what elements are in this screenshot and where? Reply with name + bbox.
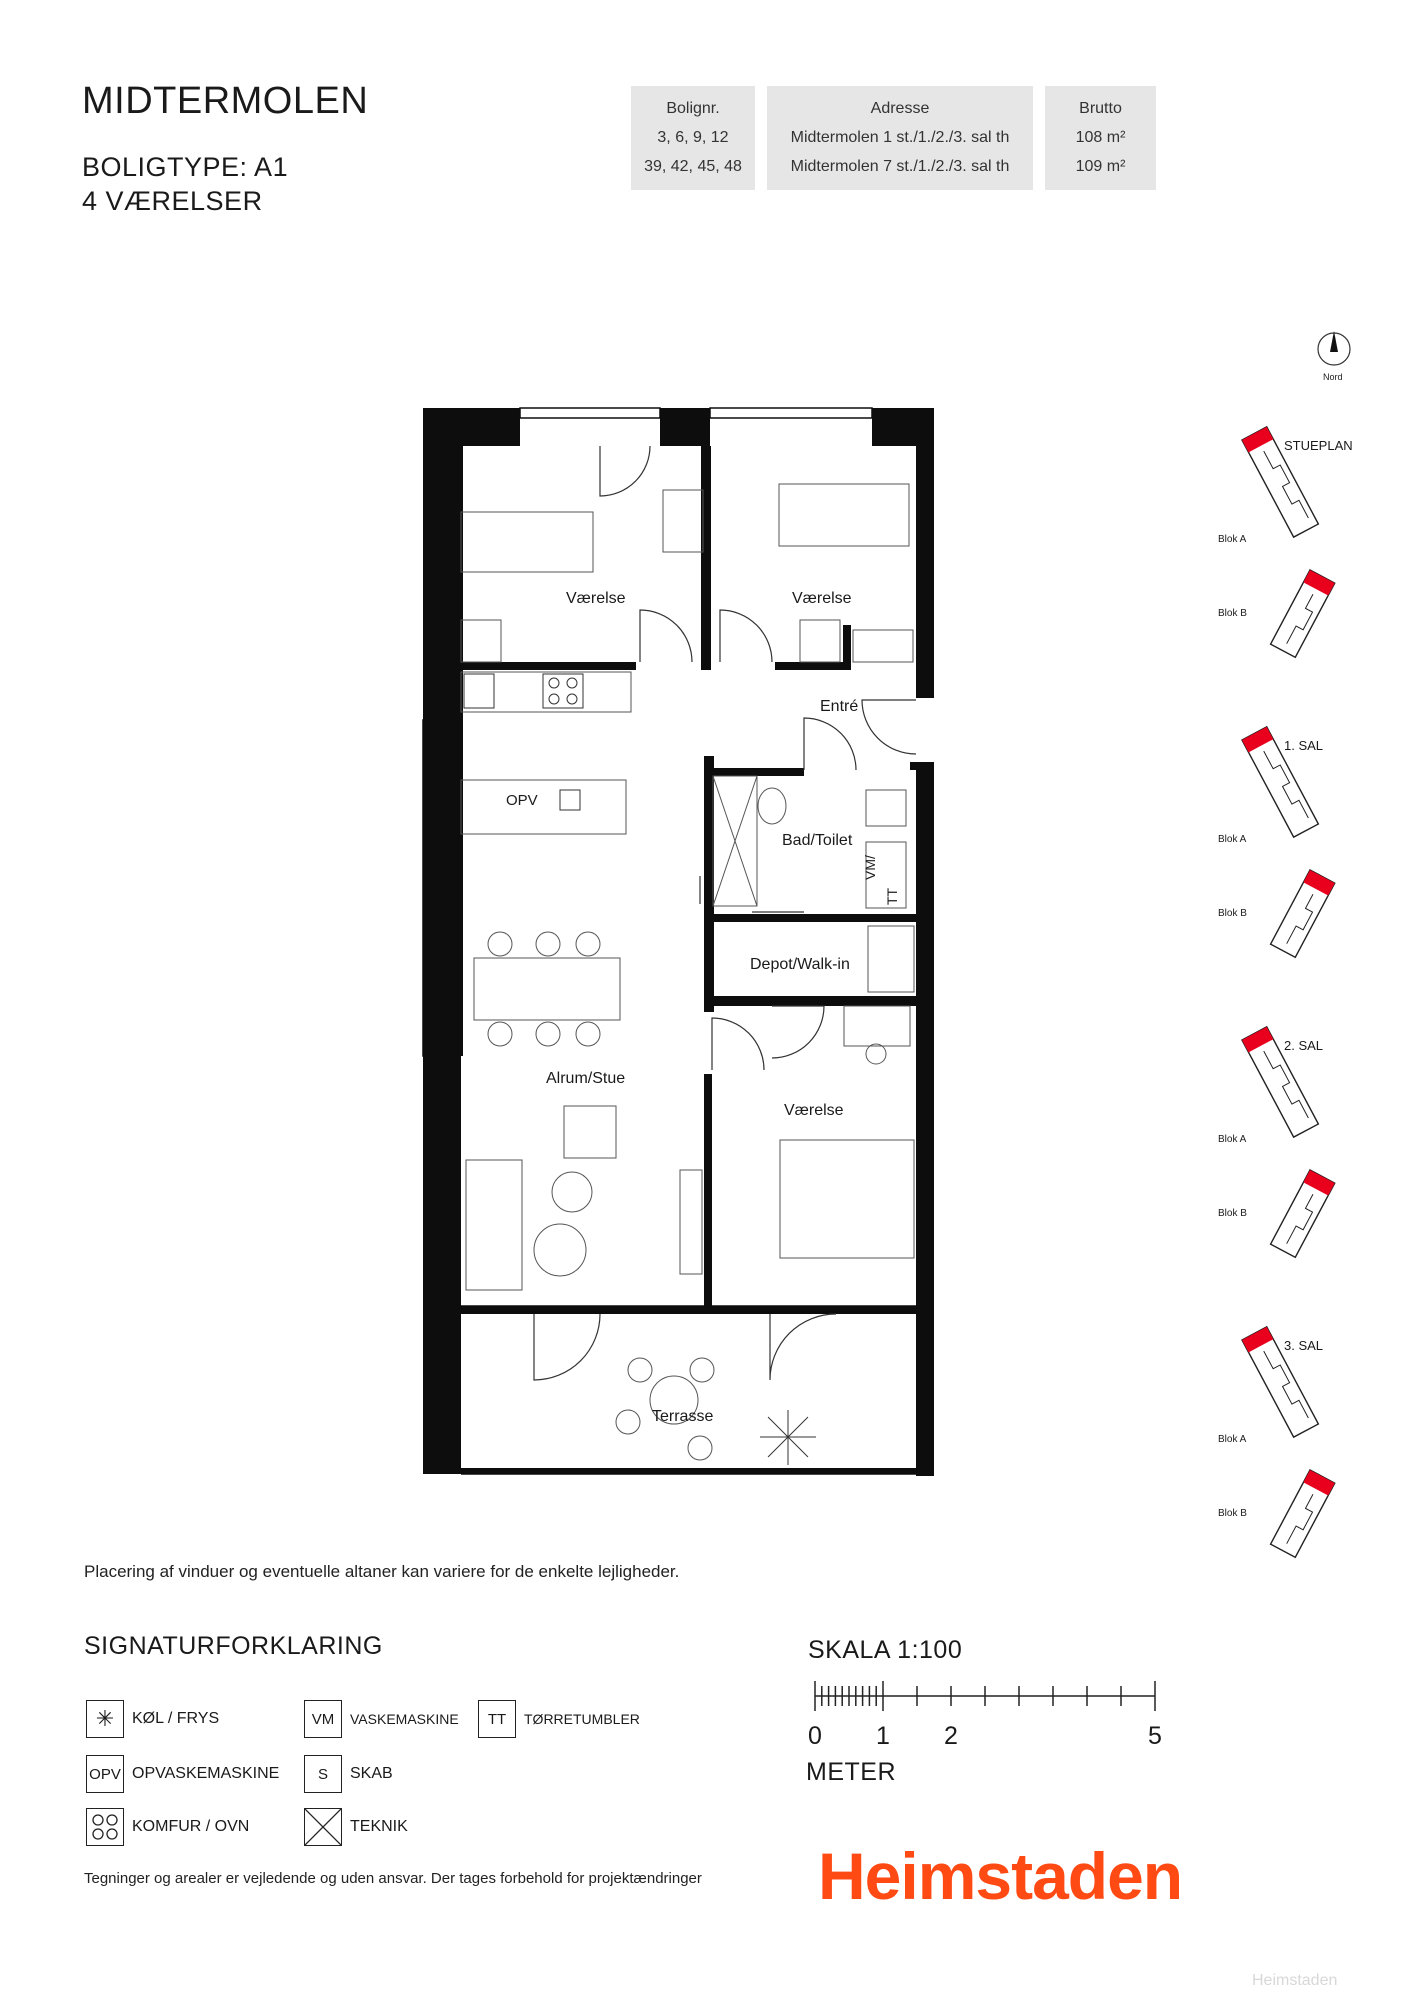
legend-cabinet: [304, 1755, 393, 1793]
dining-table: [474, 958, 620, 1020]
legend-dishwasher-label: OPVASKEMASKINE: [132, 1765, 280, 1782]
scale-unit: METER: [806, 1758, 896, 1786]
info-address-row1: Midtermolen 1 st./1./2./3. sal th: [790, 129, 1010, 146]
scale-tick-5: 5: [1148, 1722, 1162, 1750]
cabinet-icon: S: [304, 1755, 342, 1793]
bed-icon: [461, 512, 593, 572]
fridge-icon: ✳: [86, 1700, 124, 1738]
keyplan-block-a-0: Blok A: [1218, 534, 1247, 545]
keyplan-block-b-shape-1: [1271, 870, 1335, 957]
legend-cabinet-label: SKAB: [350, 1765, 393, 1782]
keyplan-block-a-1: Blok A: [1218, 834, 1247, 845]
keyplan-block-b-0: Blok B: [1218, 608, 1247, 619]
legend-stove: [86, 1808, 249, 1846]
info-gross-row1: 108 m²: [1075, 129, 1126, 146]
armchair-icon: [564, 1106, 616, 1158]
brand-logo: Heimstaden: [818, 1839, 1183, 1913]
keyplan-block-b-3: Blok B: [1218, 1508, 1247, 1519]
info-unit-no-row2: 39, 42, 45, 48: [644, 158, 742, 175]
keyplan-block-b-2: Blok B: [1218, 1208, 1247, 1219]
compass-icon: [1318, 331, 1350, 365]
legend-technical: [304, 1808, 408, 1846]
legend-stove-label: KOMFUR / OVN: [132, 1818, 250, 1835]
walls: [423, 408, 934, 1476]
plan-tag-washer: VM/: [862, 855, 878, 880]
info-gross-header: Brutto: [1079, 100, 1122, 117]
scale-bar: [810, 1676, 1170, 1716]
scale-tick-1: 1: [876, 1722, 890, 1750]
plan-tag-dryer: TT: [884, 887, 900, 905]
legend-fridge: [86, 1700, 219, 1738]
legend-technical-label: TEKNIK: [350, 1818, 408, 1835]
dishwasher-icon: OPV: [86, 1755, 124, 1793]
room-label-bathroom: Bad/Toilet: [782, 832, 853, 849]
sofa-icon: [466, 1160, 522, 1290]
legend-fridge-label: KØL / FRYS: [132, 1710, 220, 1727]
keyplan-floor-3: 3. SAL: [1284, 1338, 1324, 1353]
keyplan-block-a-2: Blok A: [1218, 1134, 1247, 1145]
info-unit-no-header: Bolignr.: [666, 100, 720, 117]
room-label-bedroom-2: Værelse: [792, 590, 852, 607]
rooms-count: 4 VÆRELSER: [82, 186, 263, 216]
keyplan-floor-0: STUEPLAN: [1284, 438, 1353, 453]
keyplan-block-b-shape-3: [1271, 1470, 1335, 1557]
keyplan-floor-1: 1. SAL: [1284, 738, 1324, 753]
appliance-symbols: [464, 674, 583, 810]
dryer-icon: TT: [478, 1700, 516, 1738]
legend-title: SIGNATURFORKLARING: [84, 1632, 383, 1660]
keyplan-block-a-3: Blok A: [1218, 1434, 1247, 1445]
disclaimer: Placering af vinduer og eventuelle altaner kan variere for de enkelte lejligheder.: [84, 1562, 680, 1581]
legend-washer-label: VASKEMASKINE: [350, 1711, 459, 1727]
room-label-entry: Entré: [820, 698, 859, 715]
legend-washer: [304, 1700, 459, 1738]
technical-icon: [304, 1808, 342, 1846]
keyplan-block-b-shape-2: [1271, 1170, 1335, 1257]
plan-tag-dishwasher: OPV: [506, 792, 538, 809]
room-label-bedroom-3: Værelse: [784, 1102, 844, 1119]
toilet-icon: [758, 788, 786, 824]
washer-icon: VM: [304, 1700, 342, 1738]
legend-dishwasher: [86, 1755, 279, 1793]
key-plans: [1242, 427, 1335, 1557]
compass-label: Nord: [1323, 372, 1343, 382]
room-label-bedroom-1: Værelse: [566, 590, 626, 607]
keyplan-floor-2: 2. SAL: [1284, 1038, 1324, 1053]
doors: [534, 446, 916, 1380]
room-label-living: Alrum/Stue: [546, 1070, 626, 1087]
watermark: Heimstaden: [1252, 1972, 1338, 1989]
windows: [423, 408, 916, 1474]
info-unit-no-row1: 3, 6, 9, 12: [657, 129, 729, 146]
legend-dryer-label: TØRRETUMBLER: [524, 1711, 640, 1727]
plant-icon: [760, 1410, 816, 1465]
sink-icon: [866, 790, 906, 826]
kitchen-counter: [461, 672, 631, 712]
footer-note: Tegninger og arealer er vejledende og uden ansvar. Der tages forbehold for projektændringer: [84, 1870, 702, 1887]
info-address-header: Adresse: [870, 100, 930, 117]
keyplan-block-b-shape-0: [1271, 570, 1335, 657]
scale-title: SKALA 1:100: [808, 1636, 963, 1664]
scale-tick-2: 2: [944, 1722, 958, 1750]
kitchen-island: [461, 780, 626, 834]
legend-dryer: [478, 1700, 640, 1738]
bed-icon: [780, 1140, 914, 1258]
stove-icon: [86, 1808, 124, 1846]
wardrobe-icon: [868, 926, 914, 992]
info-gross-row2: 109 m²: [1075, 158, 1126, 175]
scale-tick-0: 0: [808, 1722, 822, 1750]
project-title: MIDTERMOLEN: [82, 80, 369, 122]
info-address-row2: Midtermolen 7 st./1./2./3. sal th: [790, 158, 1010, 175]
bed-icon: [779, 484, 909, 546]
room-label-depot: Depot/Walk-in: [750, 956, 850, 973]
unit-type: BOLIGTYPE: A1: [82, 152, 289, 182]
keyplan-block-b-1: Blok B: [1218, 908, 1247, 919]
room-label-terrace: Terrasse: [652, 1408, 714, 1425]
